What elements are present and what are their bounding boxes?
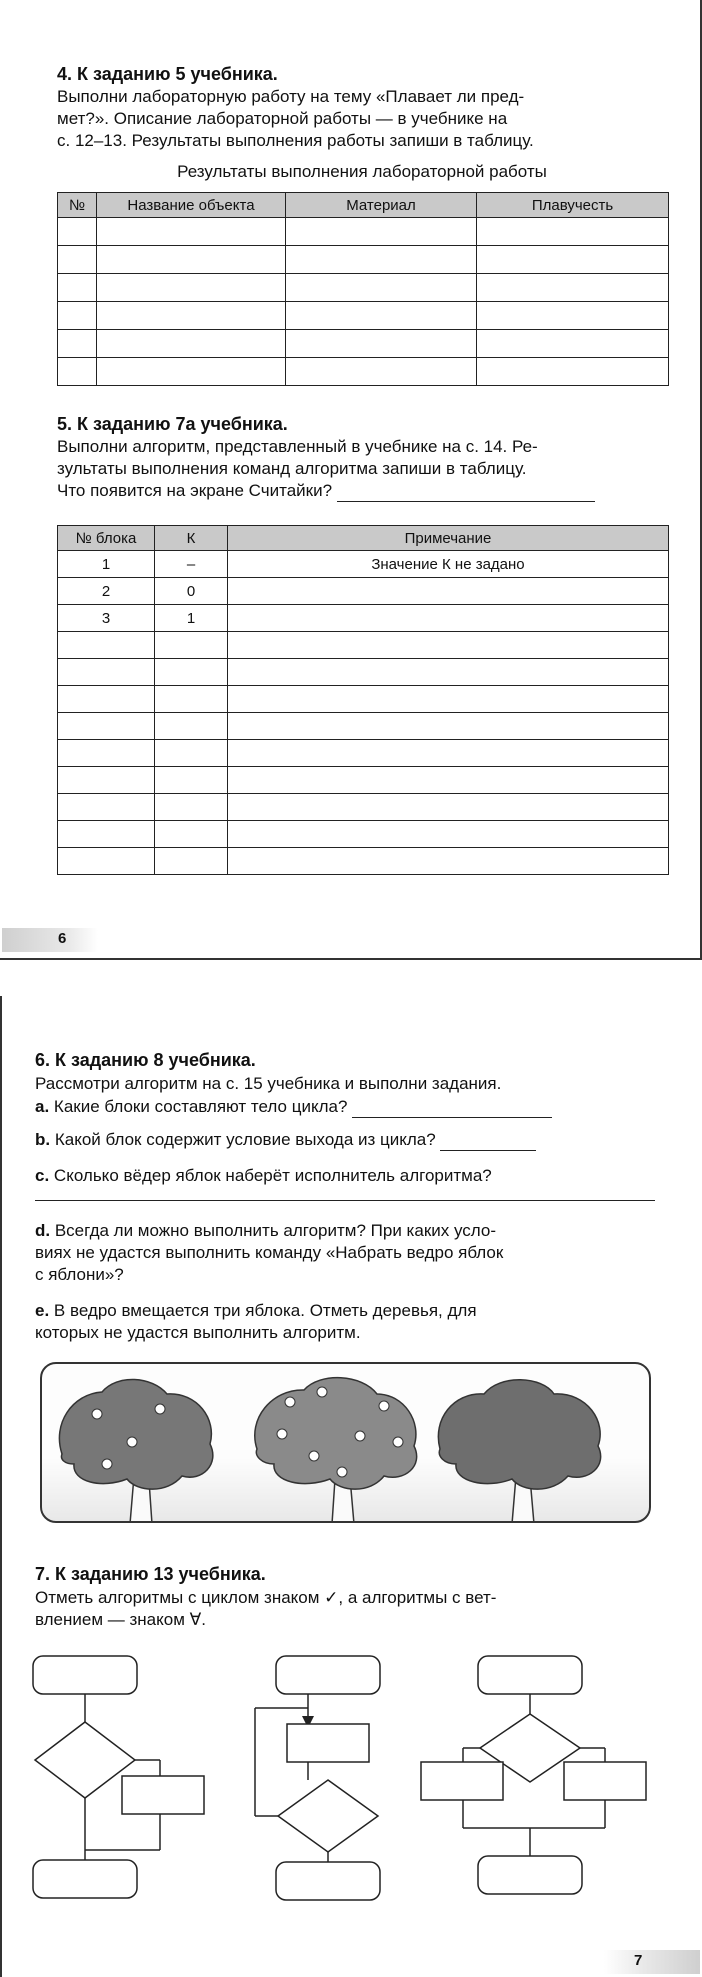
task6-d xyxy=(35,1220,655,1286)
task6-b xyxy=(35,1129,655,1151)
table-cell[interactable] xyxy=(97,246,286,274)
task5-line-3 xyxy=(57,480,667,502)
answer-line[interactable] xyxy=(352,1099,552,1118)
page-number: 6 xyxy=(58,930,67,947)
table-row xyxy=(58,274,669,302)
task4-table-caption: Результаты выполнения лабораторной работы xyxy=(177,162,547,181)
table-cell[interactable] xyxy=(97,330,286,358)
table-header-row xyxy=(58,526,669,551)
table-cell[interactable] xyxy=(228,605,669,632)
item-text: Всегда ли можно выполнить алгоритм? При каких усло- xyxy=(54,1221,497,1240)
table-cell[interactable] xyxy=(286,302,477,330)
table-cell[interactable] xyxy=(97,218,286,246)
table-cell[interactable] xyxy=(286,246,477,274)
table-row xyxy=(58,740,669,767)
table-cell[interactable] xyxy=(286,274,477,302)
table-cell[interactable] xyxy=(286,218,477,246)
table-cell[interactable] xyxy=(228,713,669,740)
table-cell: 1 xyxy=(58,551,155,578)
table-cell[interactable] xyxy=(228,578,669,605)
table-cell[interactable] xyxy=(58,218,97,246)
table-cell[interactable] xyxy=(58,632,155,659)
column-header: № xyxy=(58,193,97,218)
task4-line-2: мет?». Описание лабораторной работы — в учебнике на xyxy=(57,109,508,128)
table-cell[interactable] xyxy=(155,848,228,875)
column-header: Плавучесть xyxy=(477,193,669,218)
table-cell[interactable] xyxy=(155,821,228,848)
item-text: Какой блок содержит условие выхода из цикла? xyxy=(54,1130,436,1149)
task6-heading: 6. К заданию 8 учебника. xyxy=(35,1050,256,1070)
column-header: Примечание xyxy=(228,526,669,551)
column-header: № блока xyxy=(58,526,155,551)
page-6 xyxy=(0,0,702,958)
table-cell[interactable] xyxy=(477,302,669,330)
table-cell[interactable] xyxy=(477,274,669,302)
table-row xyxy=(58,713,669,740)
table-header-row xyxy=(58,193,669,218)
answer-line[interactable] xyxy=(35,1190,655,1201)
task4-heading: 4. К заданию 5 учебника. xyxy=(57,64,278,84)
table-row xyxy=(58,821,669,848)
table-row xyxy=(58,605,669,632)
column-header: Название объекта xyxy=(97,193,286,218)
item-text: Сколько вёдер яблок наберёт исполнитель алгоритма? xyxy=(53,1166,492,1185)
table-cell[interactable] xyxy=(155,713,228,740)
page-number-tab xyxy=(2,928,98,952)
apple-tree-2[interactable] xyxy=(255,1378,417,1521)
item-text: В ведро вмещается три яблока. Отметь деревья, для xyxy=(53,1301,477,1320)
table-cell[interactable] xyxy=(228,686,669,713)
table-row xyxy=(58,578,669,605)
page-number-tab xyxy=(604,1950,700,1974)
algorithm-results-table xyxy=(57,525,669,875)
table-row xyxy=(58,767,669,794)
task7-line-1: Отметь алгоритмы с циклом знаком ✓, а алгоритмы с вет- xyxy=(35,1588,497,1607)
table-cell[interactable] xyxy=(286,358,477,386)
task7-text xyxy=(35,1587,655,1631)
task7-heading: 7. К заданию 13 учебника. xyxy=(35,1564,266,1584)
table-cell: 3 xyxy=(58,605,155,632)
task6-c xyxy=(35,1165,655,1187)
table-cell[interactable] xyxy=(228,767,669,794)
table-cell[interactable] xyxy=(58,358,97,386)
table-row xyxy=(58,358,669,386)
task6-d-line-1 xyxy=(35,1220,655,1242)
item-text: Какие блоки составляют тело цикла? xyxy=(53,1097,348,1116)
lab-results-table xyxy=(57,192,669,386)
table-cell[interactable] xyxy=(477,358,669,386)
table-cell[interactable] xyxy=(228,659,669,686)
table-row xyxy=(58,848,669,875)
table-cell[interactable] xyxy=(97,302,286,330)
task7-line-2: влением — знаком ∀. xyxy=(35,1610,206,1629)
answer-line[interactable] xyxy=(337,483,595,502)
flowchart-2[interactable] xyxy=(255,1656,380,1900)
table-cell[interactable] xyxy=(155,740,228,767)
table-cell[interactable] xyxy=(228,632,669,659)
table-cell[interactable] xyxy=(58,686,155,713)
table-row xyxy=(58,794,669,821)
table-cell[interactable] xyxy=(155,659,228,686)
table-cell[interactable] xyxy=(58,821,155,848)
table-cell[interactable] xyxy=(58,274,97,302)
table-cell[interactable] xyxy=(58,767,155,794)
trees-svg xyxy=(42,1364,649,1521)
column-header: К xyxy=(155,526,228,551)
table-cell[interactable] xyxy=(228,740,669,767)
table-row xyxy=(58,686,669,713)
table-cell[interactable] xyxy=(155,686,228,713)
table-row xyxy=(58,330,669,358)
table-cell[interactable] xyxy=(58,330,97,358)
task5-line-1: Выполни алгоритм, представленный в учебнике на с. 14. Ре- xyxy=(57,437,538,456)
table-cell[interactable] xyxy=(58,713,155,740)
table-row xyxy=(58,659,669,686)
task6-e-line-2: которых не удастся выполнить алгоритм. xyxy=(35,1323,361,1342)
table-cell[interactable] xyxy=(155,767,228,794)
table-cell[interactable] xyxy=(58,302,97,330)
task5-line-2: зультаты выполнения команд алгоритма запиши в таблицу. xyxy=(57,459,527,478)
table-row xyxy=(58,632,669,659)
table-cell[interactable] xyxy=(228,794,669,821)
table-cell: 0 xyxy=(155,578,228,605)
table-cell[interactable] xyxy=(97,358,286,386)
item-letter: c. xyxy=(35,1166,50,1185)
task6-e xyxy=(35,1300,655,1344)
table-cell[interactable] xyxy=(58,848,155,875)
table-cell[interactable] xyxy=(97,274,286,302)
table-cell[interactable] xyxy=(155,632,228,659)
table-cell[interactable] xyxy=(58,246,97,274)
table-cell[interactable] xyxy=(58,659,155,686)
table-cell: 1 xyxy=(155,605,228,632)
table-row xyxy=(58,551,669,578)
table-cell[interactable] xyxy=(155,794,228,821)
item-letter: a. xyxy=(35,1097,50,1116)
item-letter: e. xyxy=(35,1301,50,1320)
flowcharts xyxy=(0,1640,702,1940)
task5-text xyxy=(57,436,667,502)
apple-trees-illustration xyxy=(40,1362,651,1523)
table-cell[interactable] xyxy=(477,218,669,246)
table-cell[interactable] xyxy=(58,740,155,767)
item-letter: b. xyxy=(35,1130,51,1149)
table-row xyxy=(58,246,669,274)
table-cell[interactable] xyxy=(477,330,669,358)
flowchart-1[interactable] xyxy=(33,1656,204,1898)
table-cell[interactable] xyxy=(58,794,155,821)
table-cell: Значение К не задано xyxy=(228,551,669,578)
table-cell[interactable] xyxy=(228,821,669,848)
answer-line[interactable] xyxy=(440,1132,536,1151)
flowchart-3[interactable] xyxy=(421,1656,646,1894)
apple-tree-1[interactable] xyxy=(59,1379,212,1521)
item-letter: d. xyxy=(35,1221,51,1240)
task6-d-line-3: с яблони»? xyxy=(35,1265,124,1284)
page-separator xyxy=(0,958,702,996)
task6-d-line-2: виях не удастся выполнить команду «Набрать ведро яблок xyxy=(35,1243,504,1262)
table-cell[interactable] xyxy=(228,848,669,875)
column-header: Материал xyxy=(286,193,477,218)
task4-line-1: Выполни лабораторную работу на тему «Плавает ли пред- xyxy=(57,87,525,106)
table-cell[interactable] xyxy=(477,246,669,274)
task4-text xyxy=(57,86,667,152)
task6-intro: Рассмотри алгоритм на с. 15 учебника и выполни задания. xyxy=(35,1074,502,1093)
table-row xyxy=(58,302,669,330)
task5-question: Что появится на экране Считайки? xyxy=(57,481,333,500)
task5-heading: 5. К заданию 7а учебника. xyxy=(57,414,288,434)
task4-line-3: с. 12–13. Результаты выполнения работы запиши в таблицу. xyxy=(57,131,534,150)
page-number: 7 xyxy=(634,1952,643,1969)
table-cell[interactable] xyxy=(286,330,477,358)
task6-a xyxy=(35,1096,655,1118)
task6-e-line-1 xyxy=(35,1300,655,1322)
apple-tree-3[interactable] xyxy=(438,1380,600,1521)
table-row xyxy=(58,218,669,246)
table-cell: 2 xyxy=(58,578,155,605)
table-cell: – xyxy=(155,551,228,578)
